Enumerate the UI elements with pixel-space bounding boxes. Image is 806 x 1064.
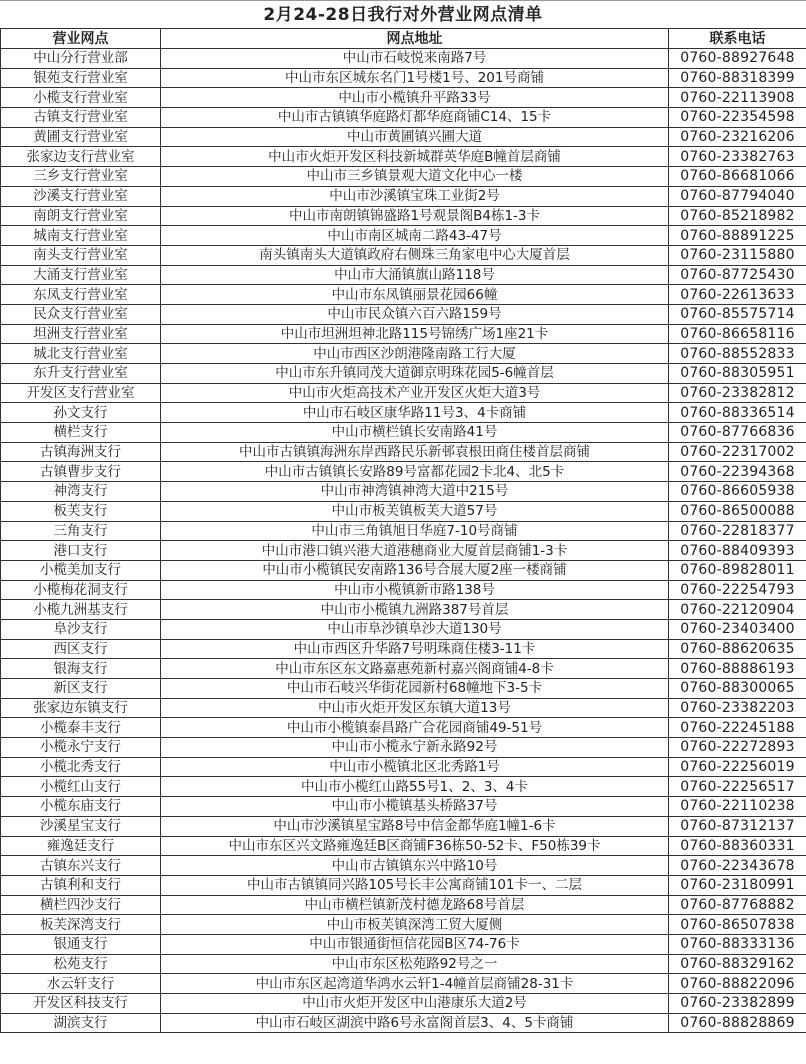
branch-name-cell: 坦洲支行营业室: [1, 324, 161, 344]
branch-name-cell: 小榄九洲基支行: [1, 600, 161, 620]
table-row: [1, 856, 806, 876]
branch-name-cell: 黄圃支行营业室: [1, 127, 161, 147]
phone-cell: 0760-22256019: [669, 757, 806, 777]
address-cell: 中山市石岐兴华街花园新村68幢地下3-5卡: [161, 679, 669, 699]
phone-cell: 0760-22818377: [669, 521, 806, 541]
table-row: [1, 915, 806, 935]
address-cell: 中山市小榄镇泰昌路广合花园商铺49-51号: [161, 718, 669, 738]
branch-name-cell: 银苑支行营业室: [1, 68, 161, 88]
address-cell: 中山市南区城南二路43-47号: [161, 226, 669, 246]
address-cell: 中山市小榄镇升平路33号: [161, 88, 669, 108]
branch-name-cell: 板芙深湾支行: [1, 915, 161, 935]
table-row: [1, 108, 806, 128]
phone-cell: 0760-22272893: [669, 738, 806, 758]
phone-cell: 0760-22120904: [669, 600, 806, 620]
branch-name-cell: 沙溪支行营业室: [1, 186, 161, 206]
branch-name-cell: 城南支行营业室: [1, 226, 161, 246]
phone-cell: 0760-22245188: [669, 718, 806, 738]
phone-cell: 0760-86507838: [669, 915, 806, 935]
address-cell: 中山市西区升华路7号明珠商住楼3-11卡: [161, 639, 669, 659]
address-cell: 中山市小榄镇九洲路387号首层: [161, 600, 669, 620]
table-row: [1, 462, 806, 482]
table-row: [1, 501, 806, 521]
branch-name-cell: 银海支行: [1, 659, 161, 679]
phone-cell: 0760-22113908: [669, 88, 806, 108]
address-cell: 中山市东区起湾道华鸿水云轩1-4幢首层商铺28-31卡: [161, 974, 669, 994]
phone-cell: 0760-88409393: [669, 541, 806, 561]
phone-cell: 0760-23115880: [669, 245, 806, 265]
phone-cell: 0760-22613633: [669, 285, 806, 305]
table-row: [1, 442, 806, 462]
phone-cell: 0760-22354598: [669, 108, 806, 128]
table-body: [1, 49, 806, 1033]
address-cell: 中山市小榄镇北区北秀路1号: [161, 757, 669, 777]
phone-cell: 0760-88891225: [669, 226, 806, 246]
phone-cell: 0760-86681066: [669, 167, 806, 187]
branch-name-cell: 三角支行: [1, 521, 161, 541]
address-cell: 中山市古镇镇同兴路105号长丰公寓商铺101卡一、二层: [161, 875, 669, 895]
table-row: [1, 580, 806, 600]
phone-cell: 0760-23180991: [669, 875, 806, 895]
phone-cell: 0760-87766836: [669, 423, 806, 443]
branch-name-cell: 古镇曹步支行: [1, 462, 161, 482]
branch-name-cell: 湖滨支行: [1, 1013, 161, 1033]
phone-cell: 0760-23403400: [669, 619, 806, 639]
branch-name-cell: 沙溪星宝支行: [1, 816, 161, 836]
branch-name-cell: 古镇海洲支行: [1, 442, 161, 462]
phone-cell: 0760-22254793: [669, 580, 806, 600]
phone-cell: 0760-23382203: [669, 698, 806, 718]
phone-cell: 0760-88360331: [669, 836, 806, 856]
address-cell: 中山市横栏镇新茂村德龙路68号首层: [161, 895, 669, 915]
table-row: [1, 364, 806, 384]
phone-cell: 0760-88333136: [669, 934, 806, 954]
branch-name-cell: 板芙支行: [1, 501, 161, 521]
table-row: [1, 777, 806, 797]
branch-name-cell: 孙文支行: [1, 403, 161, 423]
branch-name-cell: 南头支行营业室: [1, 245, 161, 265]
address-cell: 中山市沙溪镇宝珠工业街2号: [161, 186, 669, 206]
address-cell: 中山市东升镇同茂大道御京明珠花园5-6幢首层: [161, 364, 669, 384]
table-row: [1, 521, 806, 541]
table-row: [1, 619, 806, 639]
header-address: 网点地址: [161, 29, 669, 49]
table-row: [1, 738, 806, 758]
table-row: [1, 797, 806, 817]
phone-cell: 0760-88552833: [669, 344, 806, 364]
branch-name-cell: 古镇东兴支行: [1, 856, 161, 876]
branch-name-cell: 横栏四沙支行: [1, 895, 161, 915]
address-cell: 中山市东区城东名门1号楼1号、201号商铺: [161, 68, 669, 88]
address-cell: 中山市小榄红山路55号1、2、3、4卡: [161, 777, 669, 797]
branch-name-cell: 小榄东庙支行: [1, 797, 161, 817]
address-cell: 中山市南朗镇锦盛路1号观景阁B4栋1-3卡: [161, 206, 669, 226]
phone-cell: 0760-86658116: [669, 324, 806, 344]
address-cell: 中山市东区兴文路雍逸廷B区商铺F36栋50-52卡、F50栋39卡: [161, 836, 669, 856]
address-cell: 中山市黄圃镇兴圃大道: [161, 127, 669, 147]
table-row: [1, 718, 806, 738]
table-header-row: [1, 29, 806, 49]
phone-cell: 0760-88886193: [669, 659, 806, 679]
table-row: [1, 1013, 806, 1033]
address-cell: 南头镇南头大道镇政府右侧珠三角家电中心大厦首层: [161, 245, 669, 265]
branch-name-cell: 大涌支行营业室: [1, 265, 161, 285]
header-branch: 营业网点: [1, 29, 161, 49]
branch-name-cell: 银通支行: [1, 934, 161, 954]
table-row: [1, 816, 806, 836]
branch-name-cell: 西区支行: [1, 639, 161, 659]
address-cell: 中山市港口镇兴港大道港穗商业大厦首层商铺1-3卡: [161, 541, 669, 561]
address-cell: 中山市东凤镇丽景花园66幢: [161, 285, 669, 305]
table-row: [1, 757, 806, 777]
branch-name-cell: 小榄泰丰支行: [1, 718, 161, 738]
address-cell: 中山市火炬开发区科技新城群英华庭B幢首层商铺: [161, 147, 669, 167]
address-cell: 中山市银通街恒信花园B区74-76卡: [161, 934, 669, 954]
phone-cell: 0760-87794040: [669, 186, 806, 206]
phone-cell: 0760-23382899: [669, 994, 806, 1014]
address-cell: 中山市石岐区湖滨中路6号永富阁首层3、4、5卡商铺: [161, 1013, 669, 1033]
branch-name-cell: 松苑支行: [1, 954, 161, 974]
branch-name-cell: 开发区支行营业室: [1, 383, 161, 403]
address-cell: 中山市沙溪镇星宝路8号中信金都华庭1幢1-6卡: [161, 816, 669, 836]
address-cell: 中山市火炬开发区东镇大道13号: [161, 698, 669, 718]
table-row: [1, 541, 806, 561]
table-row: [1, 974, 806, 994]
branch-name-cell: 古镇支行营业室: [1, 108, 161, 128]
address-cell: 中山市坦洲坦神北路115号锦绣广场1座21卡: [161, 324, 669, 344]
phone-cell: 0760-87725430: [669, 265, 806, 285]
table-row: [1, 226, 806, 246]
table-row: [1, 265, 806, 285]
branch-name-cell: 横栏支行: [1, 423, 161, 443]
address-cell: 中山市小榄永宁新永路92号: [161, 738, 669, 758]
table-row: [1, 560, 806, 580]
branch-table: [0, 28, 806, 1033]
table-row: [1, 482, 806, 502]
table-row: [1, 127, 806, 147]
table-row: [1, 934, 806, 954]
branch-name-cell: 港口支行: [1, 541, 161, 561]
address-cell: 中山市古镇镇东兴中路10号: [161, 856, 669, 876]
address-cell: 中山市古镇镇华庭路灯都华庭商铺C14、15卡: [161, 108, 669, 128]
branch-name-cell: 张家边东镇支行: [1, 698, 161, 718]
table-row: [1, 285, 806, 305]
branch-name-cell: 阜沙支行: [1, 619, 161, 639]
phone-cell: 0760-87312137: [669, 816, 806, 836]
phone-cell: 0760-88336514: [669, 403, 806, 423]
phone-cell: 0760-88828869: [669, 1013, 806, 1033]
table-row: [1, 698, 806, 718]
branch-name-cell: 小榄梅花洞支行: [1, 580, 161, 600]
branch-name-cell: 东凤支行营业室: [1, 285, 161, 305]
address-cell: 中山市火炬高技术产业开发区火炬大道3号: [161, 383, 669, 403]
phone-cell: 0760-87768882: [669, 895, 806, 915]
branch-name-cell: 小榄支行营业室: [1, 88, 161, 108]
phone-cell: 0760-88329162: [669, 954, 806, 974]
address-cell: 中山市阜沙镇阜沙大道130号: [161, 619, 669, 639]
phone-cell: 0760-22110238: [669, 797, 806, 817]
phone-cell: 0760-88305951: [669, 364, 806, 384]
phone-cell: 0760-22394368: [669, 462, 806, 482]
phone-cell: 0760-22343678: [669, 856, 806, 876]
address-cell: 中山市东区松苑路92号之一: [161, 954, 669, 974]
address-cell: 中山市古镇镇长安路89号富都花园2卡北4、北5卡: [161, 462, 669, 482]
table-row: [1, 600, 806, 620]
phone-cell: 0760-86500088: [669, 501, 806, 521]
table-row: [1, 895, 806, 915]
phone-cell: 0760-23382763: [669, 147, 806, 167]
branch-name-cell: 新区支行: [1, 679, 161, 699]
table-row: [1, 324, 806, 344]
branch-name-cell: 水云轩支行: [1, 974, 161, 994]
branch-name-cell: 小榄北秀支行: [1, 757, 161, 777]
phone-cell: 0760-22317002: [669, 442, 806, 462]
address-cell: 中山市神湾镇神湾大道中215号: [161, 482, 669, 502]
address-cell: 中山市东区东文路嘉惠苑新村嘉兴阁商铺4-8卡: [161, 659, 669, 679]
phone-cell: 0760-88620635: [669, 639, 806, 659]
address-cell: 中山市小榄镇基头桥路37号: [161, 797, 669, 817]
table-row: [1, 423, 806, 443]
branch-name-cell: 民众支行营业室: [1, 304, 161, 324]
branch-name-cell: 南朗支行营业室: [1, 206, 161, 226]
phone-cell: 0760-23216206: [669, 127, 806, 147]
address-cell: 中山市三乡镇景观大道文化中心一楼: [161, 167, 669, 187]
address-cell: 中山市横栏镇长安南路41号: [161, 423, 669, 443]
branch-name-cell: 中山分行营业部: [1, 49, 161, 69]
branch-name-cell: 雍逸廷支行: [1, 836, 161, 856]
table-row: [1, 403, 806, 423]
table-row: [1, 49, 806, 69]
table-row: [1, 875, 806, 895]
phone-cell: 0760-89828011: [669, 560, 806, 580]
table-row: [1, 186, 806, 206]
table-row: [1, 206, 806, 226]
table-row: [1, 344, 806, 364]
table-row: [1, 147, 806, 167]
address-cell: 中山市大涌镇旗山路118号: [161, 265, 669, 285]
address-cell: 中山市西区沙朗港隆南路工行大厦: [161, 344, 669, 364]
address-cell: 中山市古镇镇海洲东岸西路民乐新邨袁根田商住楼首层商铺: [161, 442, 669, 462]
address-cell: 中山市火炬开发区中山港康乐大道2号: [161, 994, 669, 1014]
phone-cell: 0760-23382812: [669, 383, 806, 403]
table-row: [1, 679, 806, 699]
address-cell: 中山市板芙镇板芙大道57号: [161, 501, 669, 521]
phone-cell: 0760-88300065: [669, 679, 806, 699]
branch-name-cell: 张家边支行营业室: [1, 147, 161, 167]
address-cell: 中山市板芙镇深湾工贸大厦侧: [161, 915, 669, 935]
table-row: [1, 304, 806, 324]
phone-cell: 0760-85575714: [669, 304, 806, 324]
header-phone: 联系电话: [669, 29, 806, 49]
table-row: [1, 659, 806, 679]
table-row: [1, 639, 806, 659]
phone-cell: 0760-22256517: [669, 777, 806, 797]
branch-name-cell: 东升支行营业室: [1, 364, 161, 384]
branch-name-cell: 城北支行营业室: [1, 344, 161, 364]
address-cell: 中山市石岐悦来南路7号: [161, 49, 669, 69]
branch-name-cell: 小榄美加支行: [1, 560, 161, 580]
branch-name-cell: 古镇利和支行: [1, 875, 161, 895]
branch-name-cell: 开发区科技支行: [1, 994, 161, 1014]
table-row: [1, 954, 806, 974]
branch-name-cell: 神湾支行: [1, 482, 161, 502]
table-row: [1, 245, 806, 265]
table-row: [1, 994, 806, 1014]
branch-name-cell: 三乡支行营业室: [1, 167, 161, 187]
address-cell: 中山市民众镇六百六路159号: [161, 304, 669, 324]
branch-name-cell: 小榄永宁支行: [1, 738, 161, 758]
table-row: [1, 836, 806, 856]
table-row: [1, 68, 806, 88]
address-cell: 中山市三角镇旭日华庭7-10号商铺: [161, 521, 669, 541]
address-cell: 中山市小榄镇新市路138号: [161, 580, 669, 600]
table-row: [1, 88, 806, 108]
document-title: 2月24-28日我行对外营业网点清单: [0, 0, 806, 28]
address-cell: 中山市小榄镇民安南路136号合展大厦2座一楼商铺: [161, 560, 669, 580]
table-row: [1, 167, 806, 187]
phone-cell: 0760-88822096: [669, 974, 806, 994]
phone-cell: 0760-86605938: [669, 482, 806, 502]
table-row: [1, 383, 806, 403]
branch-name-cell: 小榄红山支行: [1, 777, 161, 797]
address-cell: 中山市石岐区康华路11号3、4卡商铺: [161, 403, 669, 423]
phone-cell: 0760-88927648: [669, 49, 806, 69]
phone-cell: 0760-88318399: [669, 68, 806, 88]
phone-cell: 0760-85218982: [669, 206, 806, 226]
